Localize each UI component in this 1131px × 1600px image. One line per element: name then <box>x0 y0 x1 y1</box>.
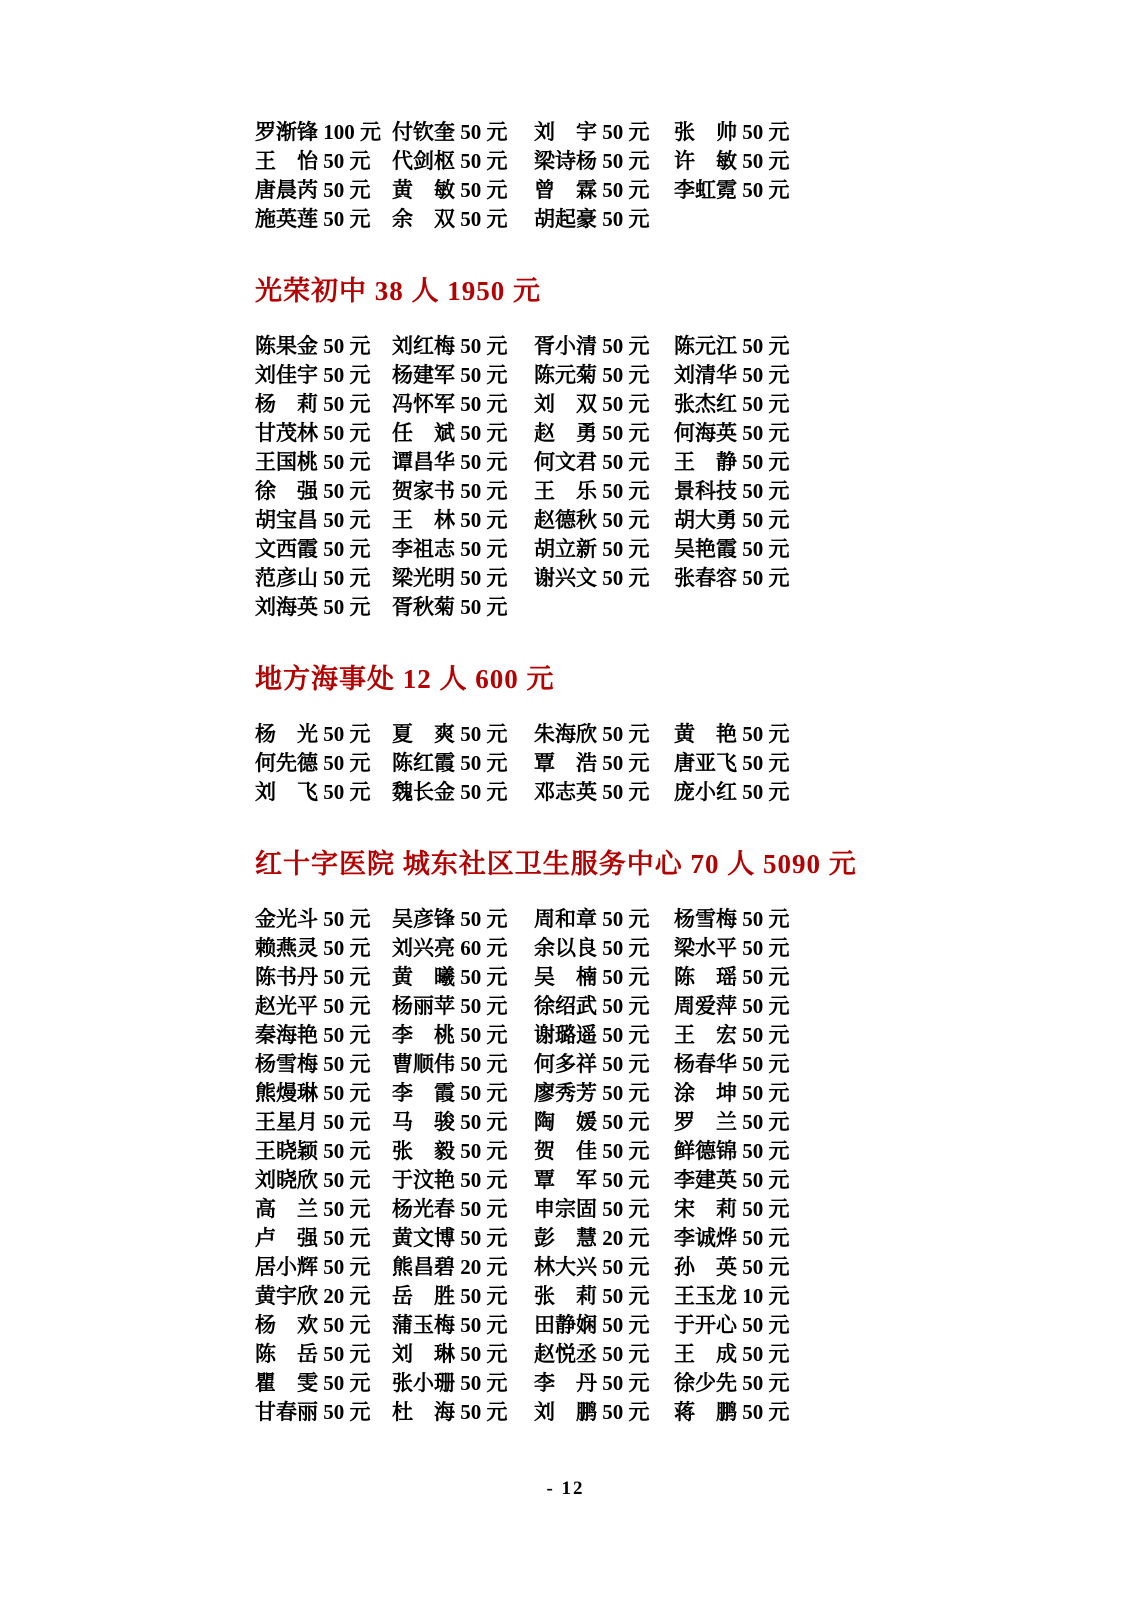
donor-entry: 罗 兰 50 元 <box>674 1110 790 1134</box>
donor-entry: 胥秋菊 50 元 <box>392 595 508 619</box>
donor-entry: 杨建军 50 元 <box>392 363 508 387</box>
donor-entry: 彭 慧 20 元 <box>534 1226 650 1250</box>
donor-entry: 徐 强 50 元 <box>255 479 371 503</box>
donor-entry: 刘海英 50 元 <box>255 595 371 619</box>
donor-entry: 刘 双 50 元 <box>534 392 650 416</box>
donor-entry: 王 林 50 元 <box>392 508 508 532</box>
donor-entry: 熊熳琳 50 元 <box>255 1081 371 1105</box>
donor-entry: 刘清华 50 元 <box>674 363 790 387</box>
donor-entry: 林大兴 50 元 <box>534 1255 650 1279</box>
donor-entry: 何文君 50 元 <box>534 450 650 474</box>
donor-entry: 陈书丹 50 元 <box>255 965 371 989</box>
donor-entry: 赵悦丞 50 元 <box>534 1342 650 1366</box>
donor-entry: 付钦奎 50 元 <box>392 120 508 144</box>
page-content <box>255 118 895 1427</box>
donor-entry: 赵光平 50 元 <box>255 994 371 1018</box>
donor-entry: 黄 艳 50 元 <box>674 722 790 746</box>
donor-entry: 覃 军 50 元 <box>534 1168 650 1192</box>
donor-section <box>255 274 895 622</box>
donor-entry: 甘春丽 50 元 <box>255 1400 371 1424</box>
donor-section <box>255 118 895 234</box>
donor-entry: 李 丹 50 元 <box>534 1371 650 1395</box>
donor-entry: 刘 琳 50 元 <box>392 1342 508 1366</box>
donor-entry: 张杰红 50 元 <box>674 392 790 416</box>
donor-section <box>255 662 895 807</box>
donor-entry: 刘红梅 50 元 <box>392 334 508 358</box>
donor-entry: 胡大勇 50 元 <box>674 508 790 532</box>
donor-entry: 贺 佳 50 元 <box>534 1139 650 1163</box>
donor-entry: 黄 敏 50 元 <box>392 178 508 202</box>
donor-entry: 熊昌碧 20 元 <box>392 1255 508 1279</box>
donor-entry: 魏长金 50 元 <box>392 780 508 804</box>
donor-entry: 胡宝昌 50 元 <box>255 508 371 532</box>
donor-entry: 吴 楠 50 元 <box>534 965 650 989</box>
donor-grid <box>255 720 895 807</box>
donor-entry: 杨 光 50 元 <box>255 722 371 746</box>
donor-entry: 李祖志 50 元 <box>392 537 508 561</box>
donor-entry: 王 乐 50 元 <box>534 479 650 503</box>
donor-entry: 蒲玉梅 50 元 <box>392 1313 508 1337</box>
donor-entry: 鲜德锦 50 元 <box>674 1139 790 1163</box>
section-heading: 光荣初中 38 人 1950 元 <box>255 276 541 306</box>
donor-entry: 王星月 50 元 <box>255 1110 371 1134</box>
donor-entry: 岳 胜 50 元 <box>392 1284 508 1308</box>
donor-entry: 陈 岳 50 元 <box>255 1342 371 1366</box>
donor-entry: 胡起豪 50 元 <box>534 207 650 231</box>
donor-entry: 李虹霓 50 元 <box>674 178 790 202</box>
donor-section <box>255 847 895 1427</box>
donor-entry: 申宗固 50 元 <box>534 1197 650 1221</box>
donor-entry: 胡立新 50 元 <box>534 537 650 561</box>
donor-entry: 谭昌华 50 元 <box>392 450 508 474</box>
donor-entry: 卢 强 50 元 <box>255 1226 371 1250</box>
donor-entry: 甘茂林 50 元 <box>255 421 371 445</box>
empty-cell <box>534 593 674 622</box>
donor-entry: 梁诗杨 50 元 <box>534 149 650 173</box>
donor-entry: 黄 曦 50 元 <box>392 965 508 989</box>
donor-entry: 刘 鹏 50 元 <box>534 1400 650 1424</box>
donor-entry: 陈红霞 50 元 <box>392 751 508 775</box>
donor-entry: 徐绍武 50 元 <box>534 994 650 1018</box>
donor-entry: 李 霞 50 元 <box>392 1081 508 1105</box>
section-heading: 地方海事处 12 人 600 元 <box>255 664 555 694</box>
donor-entry: 陶 媛 50 元 <box>534 1110 650 1134</box>
donor-entry: 田静娴 50 元 <box>534 1313 650 1337</box>
donor-entry: 高 兰 50 元 <box>255 1197 371 1221</box>
donor-entry: 任 斌 50 元 <box>392 421 508 445</box>
donor-entry: 覃 浩 50 元 <box>534 751 650 775</box>
donor-entry: 何多祥 50 元 <box>534 1052 650 1076</box>
donor-entry: 李诚烨 50 元 <box>674 1226 790 1250</box>
donor-entry: 王晓颖 50 元 <box>255 1139 371 1163</box>
donor-entry: 秦海艳 50 元 <box>255 1023 371 1047</box>
donor-entry: 冯怀军 50 元 <box>392 392 508 416</box>
donor-entry: 吴艳霞 50 元 <box>674 537 790 561</box>
donor-entry: 黄宇欣 20 元 <box>255 1284 371 1308</box>
donor-entry: 吴彦锋 50 元 <box>392 907 508 931</box>
donor-entry: 贺家书 50 元 <box>392 479 508 503</box>
donor-entry: 王 宏 50 元 <box>674 1023 790 1047</box>
donor-entry: 刘晓欣 50 元 <box>255 1168 371 1192</box>
donor-entry: 庞小红 50 元 <box>674 780 790 804</box>
donor-entry: 居小辉 50 元 <box>255 1255 371 1279</box>
donor-entry: 涂 坤 50 元 <box>674 1081 790 1105</box>
donor-entry: 朱海欣 50 元 <box>534 722 650 746</box>
donor-entry: 张 莉 50 元 <box>534 1284 650 1308</box>
donor-entry: 罗渐锋 100 元 <box>255 120 381 144</box>
donor-entry: 杨丽苹 50 元 <box>392 994 508 1018</box>
donor-entry: 蒋 鹏 50 元 <box>674 1400 790 1424</box>
donor-entry: 张 毅 50 元 <box>392 1139 508 1163</box>
donor-entry: 瞿 雯 50 元 <box>255 1371 371 1395</box>
donor-entry: 王国桃 50 元 <box>255 450 371 474</box>
donor-entry: 宋 莉 50 元 <box>674 1197 790 1221</box>
donor-entry: 杨 欢 50 元 <box>255 1313 371 1337</box>
donor-entry: 李 桃 50 元 <box>392 1023 508 1047</box>
donor-entry: 许 敏 50 元 <box>674 149 790 173</box>
section-heading: 红十字医院 城东社区卫生服务中心 70 人 5090 元 <box>255 849 857 879</box>
donor-entry: 陈果金 50 元 <box>255 334 371 358</box>
donor-grid <box>255 905 895 1427</box>
donor-entry: 杨雪梅 50 元 <box>255 1052 371 1076</box>
donor-entry: 李建英 50 元 <box>674 1168 790 1192</box>
donor-entry: 杨春华 50 元 <box>674 1052 790 1076</box>
donor-entry: 杜 海 50 元 <box>392 1400 508 1424</box>
donor-grid <box>255 118 895 234</box>
donor-entry: 范彦山 50 元 <box>255 566 371 590</box>
donor-entry: 廖秀芳 50 元 <box>534 1081 650 1105</box>
donor-entry: 王 成 50 元 <box>674 1342 790 1366</box>
donor-entry: 刘 飞 50 元 <box>255 780 371 804</box>
donor-entry: 张小珊 50 元 <box>392 1371 508 1395</box>
donor-entry: 马 骏 50 元 <box>392 1110 508 1134</box>
donor-grid <box>255 332 895 622</box>
donor-entry: 刘兴亮 60 元 <box>392 936 508 960</box>
donor-entry: 王 怡 50 元 <box>255 149 371 173</box>
sections <box>255 118 895 1427</box>
donor-entry: 何海英 50 元 <box>674 421 790 445</box>
donor-entry: 杨雪梅 50 元 <box>674 907 790 931</box>
empty-cell <box>674 593 895 622</box>
donor-entry: 施英莲 50 元 <box>255 207 371 231</box>
donor-entry: 赵 勇 50 元 <box>534 421 650 445</box>
donor-entry: 梁光明 50 元 <box>392 566 508 590</box>
empty-cell <box>674 205 895 234</box>
donor-entry: 王 静 50 元 <box>674 450 790 474</box>
page-number: - 12 <box>546 1478 585 1499</box>
donor-entry: 陈 瑶 50 元 <box>674 965 790 989</box>
donor-entry: 周爱萍 50 元 <box>674 994 790 1018</box>
donor-entry: 刘 宇 50 元 <box>534 120 650 144</box>
donor-entry: 谢璐遥 50 元 <box>534 1023 650 1047</box>
donor-entry: 张春容 50 元 <box>674 566 790 590</box>
donor-entry: 曾 霖 50 元 <box>534 178 650 202</box>
donor-entry: 邓志英 50 元 <box>534 780 650 804</box>
donor-entry: 刘佳宇 50 元 <box>255 363 371 387</box>
donor-entry: 文西霞 50 元 <box>255 537 371 561</box>
donor-entry: 夏 爽 50 元 <box>392 722 508 746</box>
donor-entry: 于汶艳 50 元 <box>392 1168 508 1192</box>
donor-entry: 王玉龙 10 元 <box>674 1284 790 1308</box>
donor-entry: 周和章 50 元 <box>534 907 650 931</box>
donor-entry: 胥小清 50 元 <box>534 334 650 358</box>
donor-entry: 唐亚飞 50 元 <box>674 751 790 775</box>
donor-entry: 黄文博 50 元 <box>392 1226 508 1250</box>
donor-entry: 余 双 50 元 <box>392 207 508 231</box>
donor-entry: 梁水平 50 元 <box>674 936 790 960</box>
donor-entry: 金光斗 50 元 <box>255 907 371 931</box>
donor-entry: 徐少先 50 元 <box>674 1371 790 1395</box>
donor-entry: 赵德秋 50 元 <box>534 508 650 532</box>
donor-entry: 杨 莉 50 元 <box>255 392 371 416</box>
donor-entry: 何先德 50 元 <box>255 751 371 775</box>
donor-entry: 陈元菊 50 元 <box>534 363 650 387</box>
donor-entry: 张 帅 50 元 <box>674 120 790 144</box>
donor-entry: 杨光春 50 元 <box>392 1197 508 1221</box>
donor-entry: 于开心 50 元 <box>674 1313 790 1337</box>
donor-entry: 谢兴文 50 元 <box>534 566 650 590</box>
donor-entry: 景科技 50 元 <box>674 479 790 503</box>
donor-entry: 赖燕灵 50 元 <box>255 936 371 960</box>
donor-entry: 曹顺伟 50 元 <box>392 1052 508 1076</box>
donor-entry: 孙 英 50 元 <box>674 1255 790 1279</box>
donor-entry: 陈元江 50 元 <box>674 334 790 358</box>
donor-entry: 代剑枢 50 元 <box>392 149 508 173</box>
donor-entry: 余以良 50 元 <box>534 936 650 960</box>
donor-entry: 唐晨芮 50 元 <box>255 178 371 202</box>
